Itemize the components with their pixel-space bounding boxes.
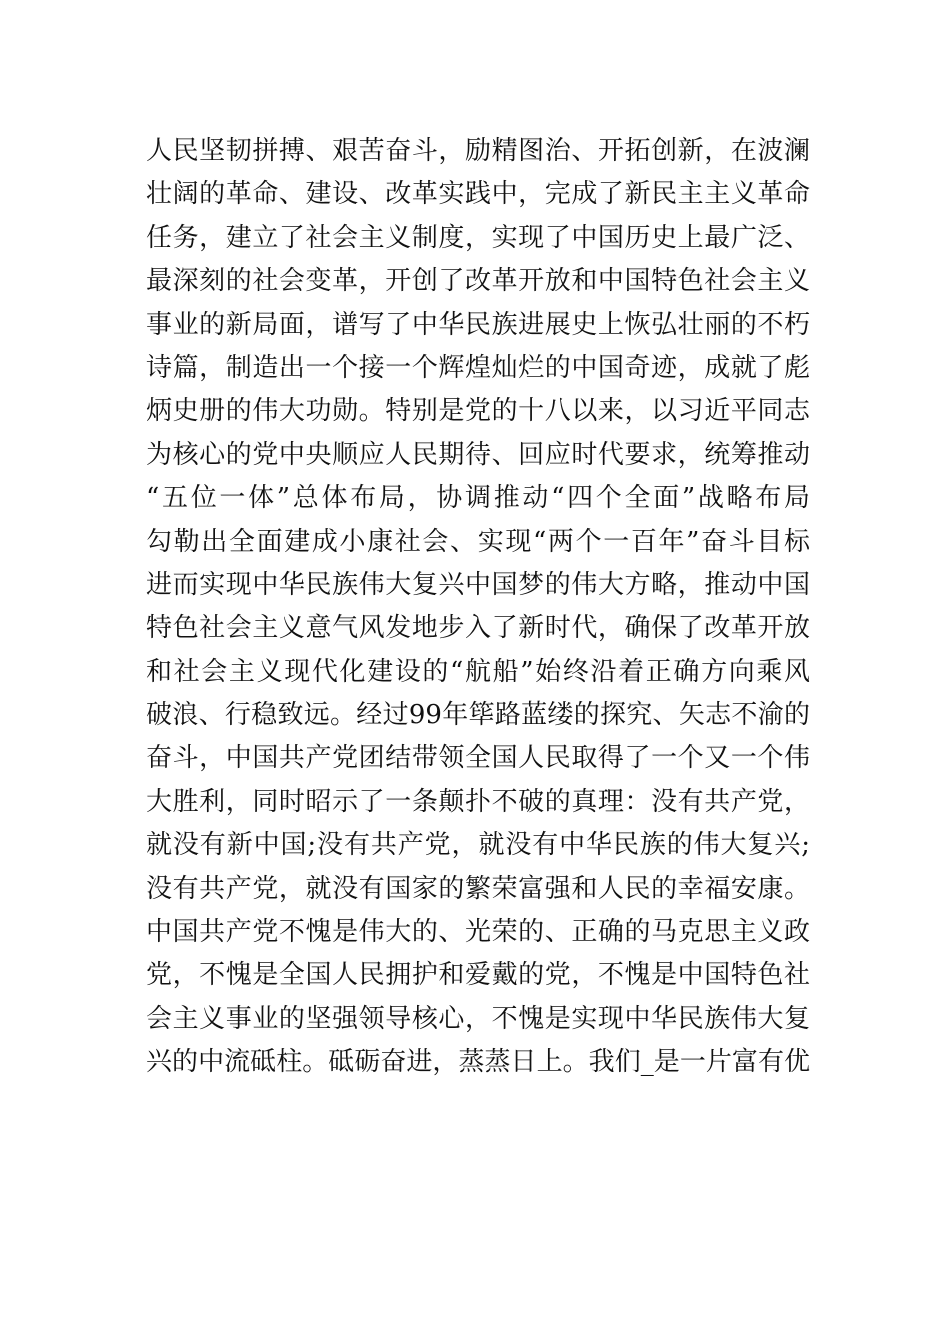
text-line: 中国共产党不愧是伟大的、光荣的、正确的马克思主义政 bbox=[146, 917, 810, 948]
text-line: “五位一体”总体布局，协调推动“四个全面”战略布局 bbox=[146, 483, 810, 514]
text-line: 破浪、行稳致远。经过99年筚路蓝缕的探究、矢志不渝的 bbox=[146, 700, 810, 731]
text-line: 特色社会主义意气风发地步入了新时代，确保了改革开放 bbox=[146, 613, 810, 644]
text-line: 壮阔的革命、建设、改革实践中，完成了新民主主义革命 bbox=[146, 179, 810, 210]
text-line: 勾勒出全面建成小康社会、实现“两个一百年”奋斗目标 bbox=[146, 526, 810, 557]
text-line: 为核心的党中央顺应人民期待、回应时代要求，统筹推动 bbox=[146, 439, 810, 470]
text-line: 会主义事业的坚强领导核心，不愧是实现中华民族伟大复 bbox=[146, 1003, 810, 1034]
text-line: 人民坚韧拼搏、艰苦奋斗，励精图治、开拓创新，在波澜 bbox=[146, 136, 810, 166]
text-line: 大胜利，同时昭示了一条颠扑不破的真理：没有共产党， bbox=[146, 786, 810, 817]
text-line: 进而实现中华民族伟大复兴中国梦的伟大方略，推动中国 bbox=[146, 569, 810, 600]
body-paragraph bbox=[146, 130, 810, 1085]
text-line: 没有共产党，就没有国家的繁荣富强和人民的幸福安康。 bbox=[146, 873, 810, 904]
text-line: 事业的新局面，谱写了中华民族进展史上恢弘壮丽的不朽 bbox=[146, 309, 810, 340]
text-line: 诗篇，制造出一个接一个辉煌灿烂的中国奇迹，成就了彪 bbox=[146, 352, 810, 383]
text-line: 就没有新中国;没有共产党，就没有中华民族的伟大复兴; bbox=[146, 830, 810, 861]
text-line: 奋斗，中国共产党团结带领全国人民取得了一个又一个伟 bbox=[146, 743, 810, 774]
text-line: 炳史册的伟大功勋。特别是党的十八以来，以习近平同志 bbox=[146, 396, 810, 427]
text-line: 任务，建立了社会主义制度，实现了中国历史上最广泛、 bbox=[146, 222, 810, 253]
text-line: 最深刻的社会变革，开创了改革开放和中国特色社会主义 bbox=[146, 266, 810, 297]
text-line: 党，不愧是全国人民拥护和爱戴的党，不愧是中国特色社 bbox=[146, 960, 810, 991]
text-line: 兴的中流砥柱。砥砺奋进，蒸蒸日上。我们_是一片富有优 bbox=[146, 1047, 810, 1078]
text-line: 和社会主义现代化建设的“航船”始终沿着正确方向乘风 bbox=[146, 656, 810, 687]
